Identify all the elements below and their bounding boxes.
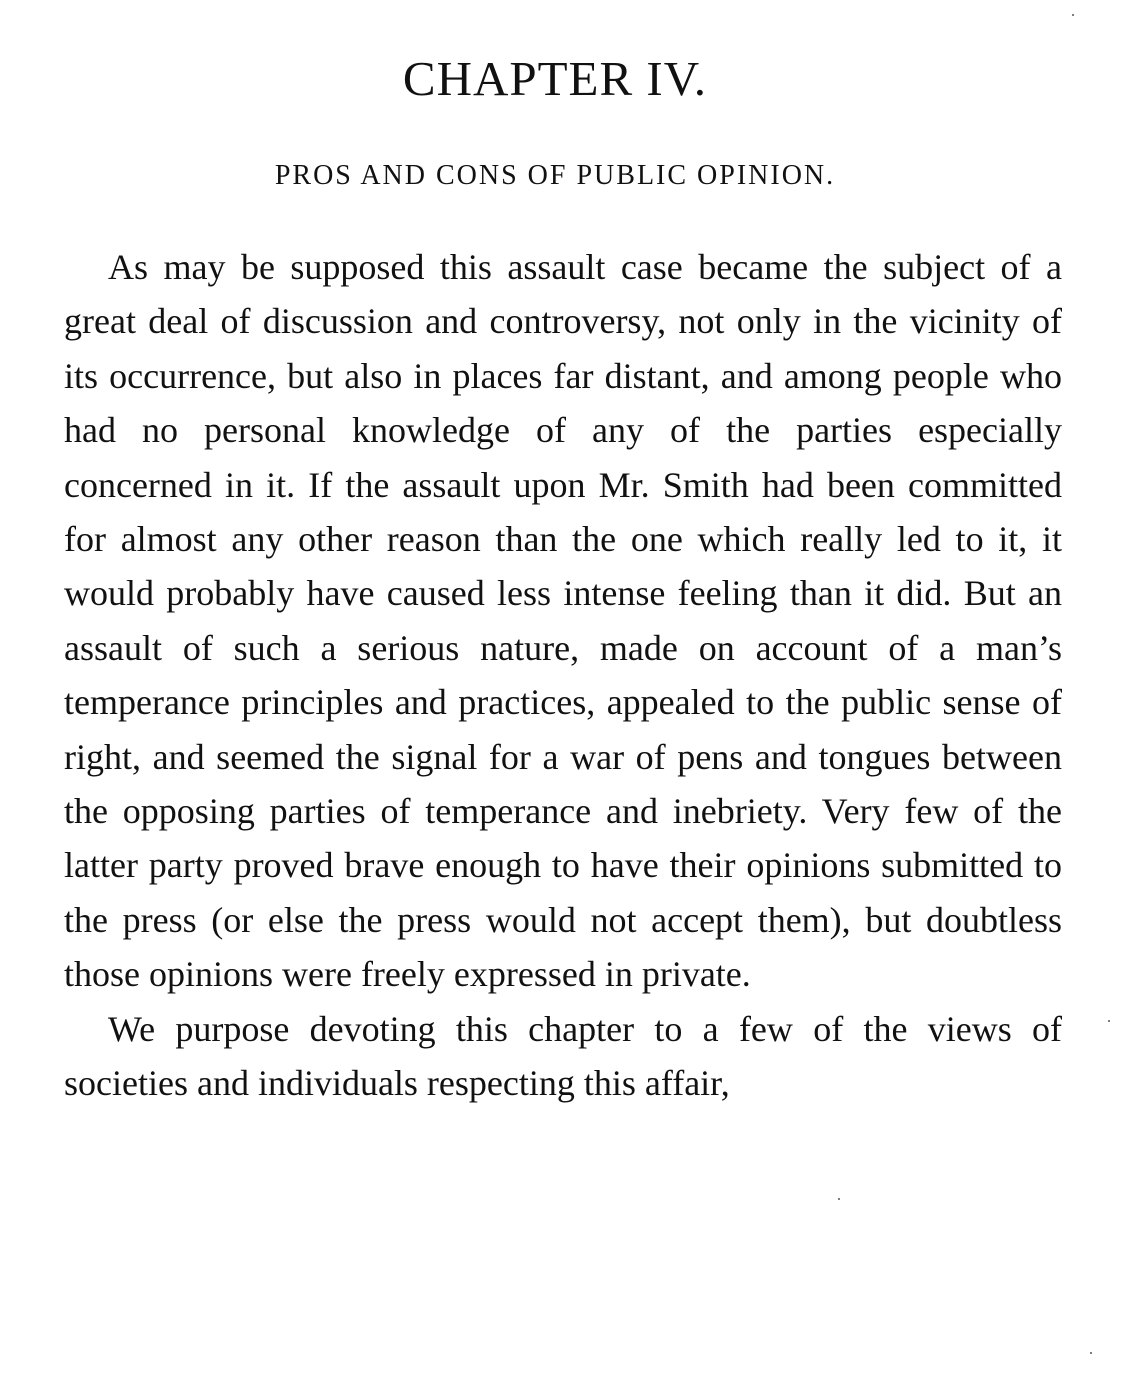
paragraph-2: We purpose devoting this chapter to a few of the views of societies and individuals respecting this affair, bbox=[64, 1008, 1062, 1104]
chapter-title: CHAPTER IV. bbox=[402, 51, 708, 106]
scan-speck bbox=[838, 1198, 840, 1200]
scan-speck bbox=[1072, 14, 1074, 16]
scan-speck bbox=[1090, 1352, 1092, 1354]
chapter-subtitle: PROS AND CONS OF PUBLIC OPINION. bbox=[274, 160, 836, 191]
body-text bbox=[64, 240, 1062, 1111]
paragraph-1: As may be supposed this assault case became the subject of a great deal of discussion and controversy, not only in the vicinity of its occurrence, but also in places far distant, and among people who had no personal knowledge of any of the parties especially concerned in it. If the assault upon Mr. Smith had been committed for almost any other reason than the one which really led to it, it would probably have caused less intense feeling than it did. But an assault of such a serious nature, made on account of a man’s temperance principles and practices, appealed to the public sense of right, and seemed the signal for a war of pens and tongues between the opposing parties of temperance and inebriety. Very few of the latter party proved brave enough to have their opinions submitted to the press (or else the press would not accept them), but doubtless those opinions were freely expressed in private. bbox=[64, 247, 1062, 995]
scan-speck bbox=[1108, 1020, 1110, 1022]
